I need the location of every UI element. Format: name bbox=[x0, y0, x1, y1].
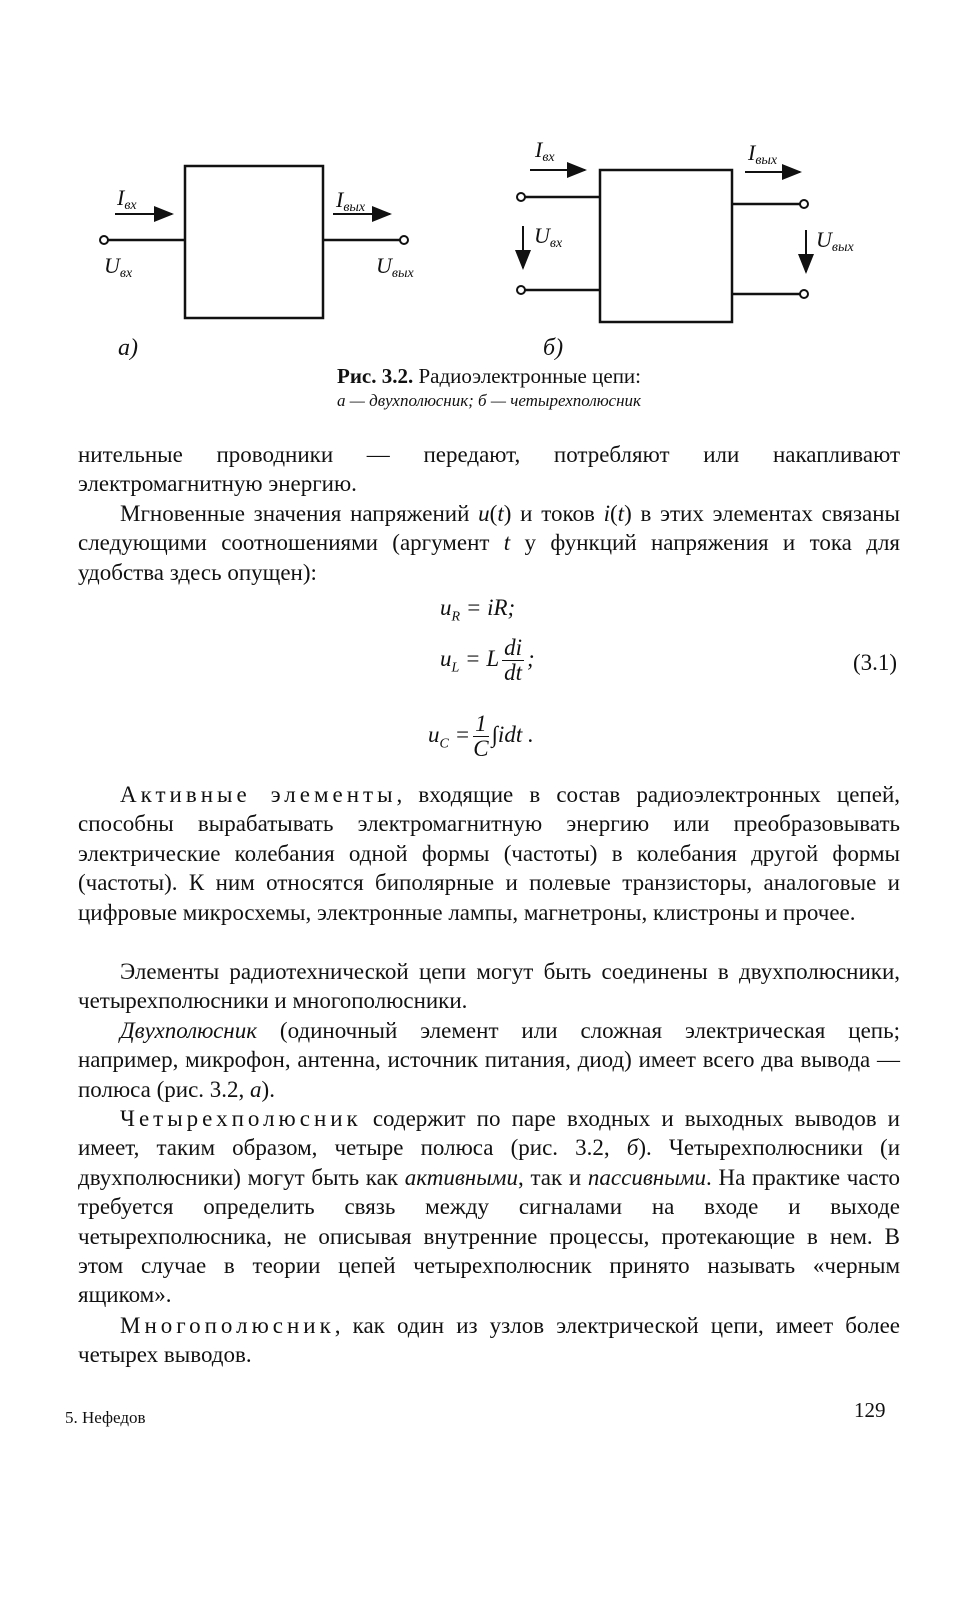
figure-3-2 bbox=[0, 0, 978, 360]
input-terminal-bottom bbox=[517, 286, 525, 294]
input-terminal bbox=[100, 236, 108, 244]
page-number: 129 bbox=[854, 1398, 886, 1422]
paragraph-multi-terminal: Многополюсник, как один из узлов электрической цепи, имеет более четырех выводов. bbox=[78, 1313, 900, 1368]
paragraph-four-terminal: Четырехполюсник содержит по паре входных и выходных выводов и имеет, таким образом, четыре полюса (рис. 3.2, б). Четырехполюсники (и двухполюсники) могут быть как активными, так и пассивными. На практике часто требуется определить связь между сигналами на входе и выходе четырехполюсника, не описывая внутренние процессы, протекающие в нем. В этом случае в теории цепей четырехполюсник принято называть «черным ящиком». bbox=[78, 1106, 901, 1308]
output-voltage-label: Uвых bbox=[376, 253, 414, 281]
paragraph-two-terminal: Двухполюсник (одиночный элемент или сложная электрическая цепь; например, микрофон, антенна, источник питания, диод) имеет всего два вывода — полюса (рис. 3.2, а). bbox=[78, 1018, 900, 1102]
input-current-label: Iвх bbox=[117, 185, 137, 213]
figure-caption bbox=[0, 364, 978, 389]
two-terminal-box bbox=[185, 166, 323, 318]
output-current-label: Iвых bbox=[748, 140, 778, 168]
four-terminal-diagram bbox=[517, 137, 854, 360]
input-terminal-top bbox=[517, 193, 525, 201]
equation-inductor: $u_L = L$ $\frac{di}{dt}$ ; bbox=[440, 635, 535, 685]
input-voltage-label: Uвх bbox=[104, 253, 133, 281]
subfigure-a-label: а) bbox=[118, 335, 138, 360]
output-voltage-label: Uвых bbox=[816, 227, 854, 255]
paragraph-relations: Мгновенные значения напряжений u(t) и токов i(t) в этих элементах связаны следующими соотношениями (аргумент t у функций напряжения и тока для удобства здесь опущен): bbox=[78, 501, 901, 585]
input-voltage-label: Uвх bbox=[534, 223, 563, 251]
two-terminal-diagram bbox=[100, 166, 414, 360]
equation-number: (3.1) bbox=[853, 650, 898, 675]
paragraph-connection: Элементы радиотехнической цепи могут быть соединены в двухполюсники, четырехполюсники и многополюсники. bbox=[78, 959, 900, 1014]
output-terminal bbox=[400, 236, 408, 244]
figure-subcaption: а — двухполюсник; б — четырехполюсник bbox=[337, 391, 641, 410]
equation-resistor: $u_R$ = iR; bbox=[440, 595, 516, 625]
figure-number: Рис. 3.2. bbox=[337, 364, 414, 388]
paragraph-continued: нительные проводники — передают, потребляют или накапливают электромагнитную энергию. bbox=[78, 442, 900, 497]
equation-capacitor: $u_C$ = $\frac{1}{C}$ ∫idt . bbox=[428, 711, 534, 761]
paragraph-active-elements: Активные элементы, входящие в состав радиоэлектронных цепей, способны вырабатывать электромагнитную энергию или преобразовывать электрические колебания одной формы (частоты) в колебания другой формы (частоты). К ним относятся биполярные и полевые транзисторы, аналоговые и цифровые микросхемы, электронные лампы, магнетроны, клистроны и прочее. bbox=[78, 782, 901, 925]
output-current-label: Iвых bbox=[336, 187, 366, 215]
subfigure-b-label: б) bbox=[543, 335, 564, 360]
output-terminal-bottom bbox=[800, 290, 808, 298]
output-terminal-top bbox=[800, 200, 808, 208]
signature-mark: 5. Нефедов bbox=[65, 1408, 146, 1427]
input-current-label: Iвх bbox=[535, 137, 555, 165]
four-terminal-box bbox=[600, 170, 732, 322]
figure-title: Радиоэлектронные цепи: bbox=[413, 364, 641, 388]
